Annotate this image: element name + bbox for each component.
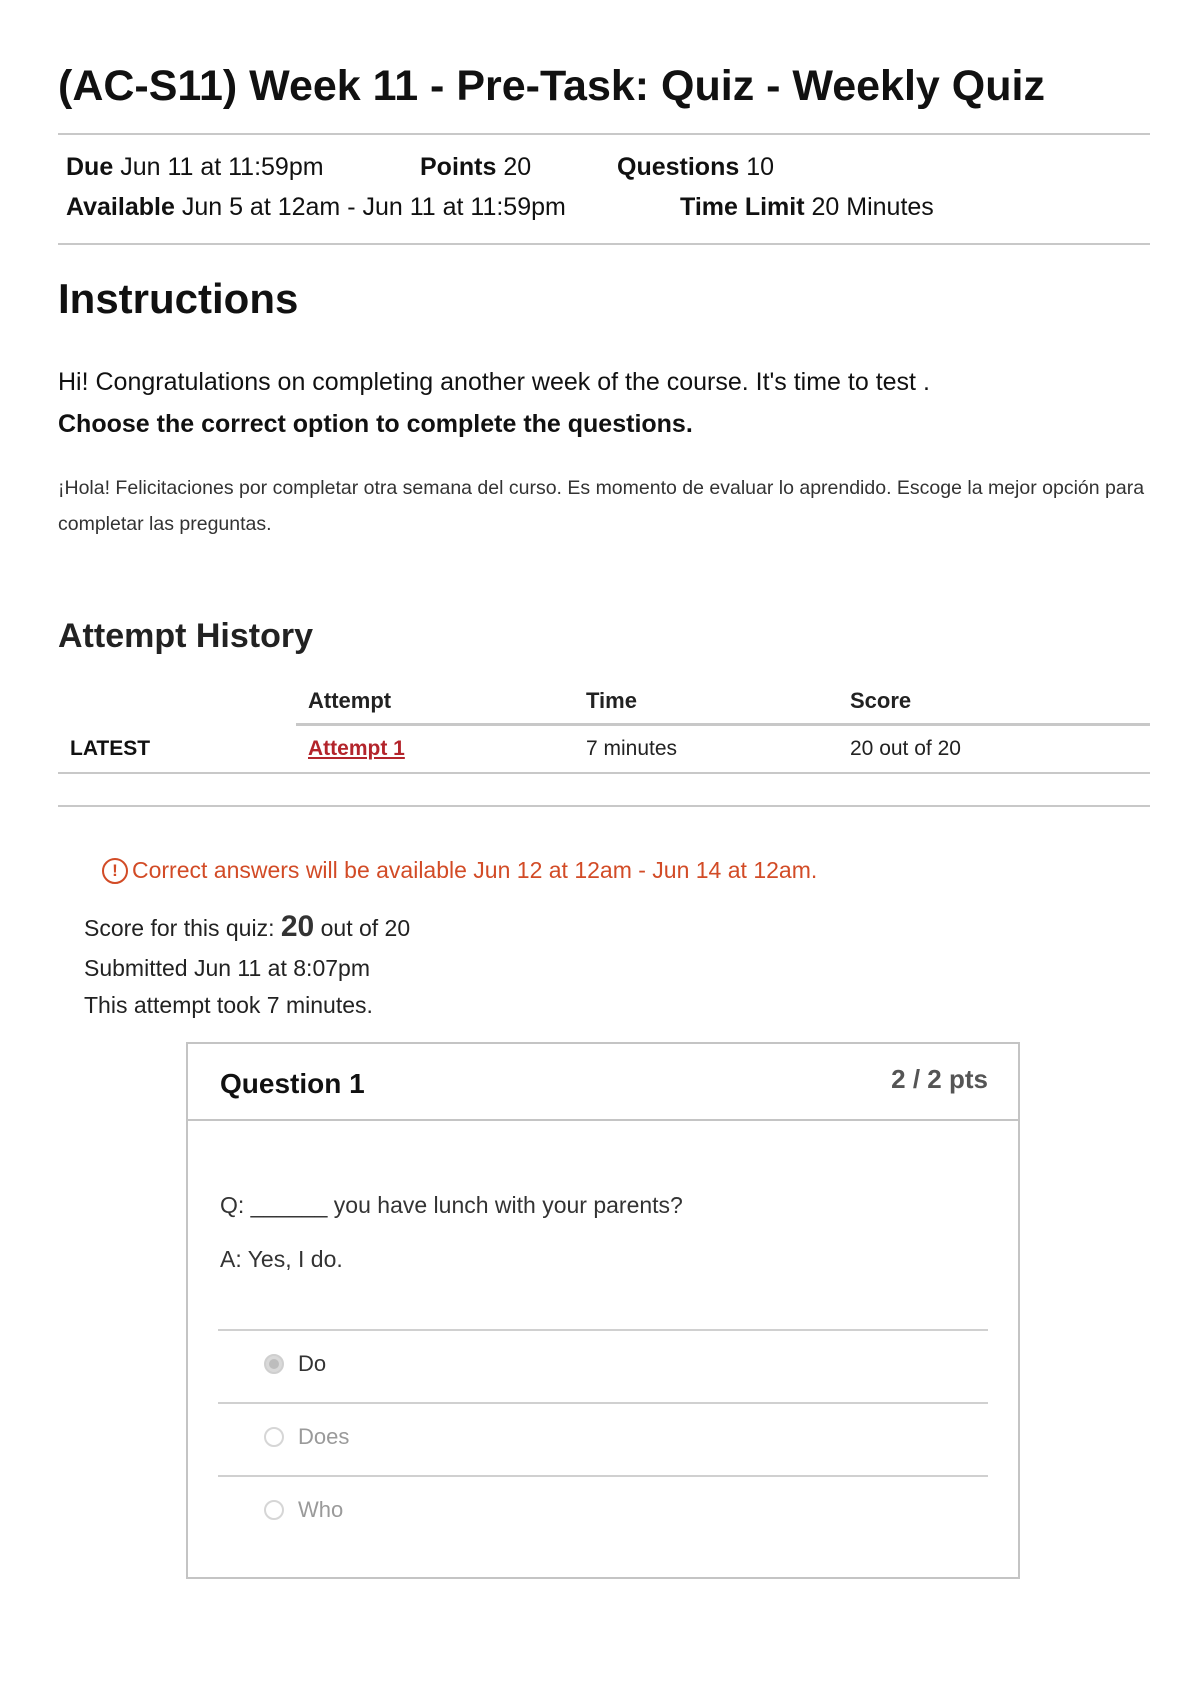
score-prefix: Score for this quiz: [84,915,275,941]
score-suffix: out of 20 [320,915,411,941]
answer-option-who[interactable] [264,1497,343,1523]
table-header-divider [296,723,1150,726]
instructions-spanish: ¡Hola! Felicitaciones por completar otra semana del curso. Es momento de evaluar lo aprendido. Escoge la mejor opción para completar las preguntas. [58,477,1145,535]
attempt-history-heading: Attempt History [58,617,314,655]
question-answer-text: A: Yes, I do. [220,1246,343,1272]
radio-unselected-icon[interactable] [264,1427,284,1447]
latest-tag: LATEST [70,737,151,760]
meta-divider [58,243,1150,245]
option-label: Do [298,1351,327,1376]
time-limit-info [680,193,934,222]
column-header-attempt: Attempt [308,688,392,713]
question-points: 2 / 2 pts [891,1064,988,1094]
available-info [66,193,566,222]
questions-info [617,153,774,182]
points-value: 20 [503,153,532,181]
submitted-time: Submitted Jun 11 at 8:07pm [84,955,370,981]
correct-answers-notice [102,857,817,884]
question-card [186,1042,1020,1579]
radio-selected-icon[interactable] [264,1354,284,1374]
questions-label: Questions [617,153,740,181]
table-row-divider [58,772,1150,774]
attempt-1-link[interactable]: Attempt 1 [308,737,405,760]
question-header [188,1044,1018,1121]
questions-value: 10 [746,153,775,181]
notice-text: Correct answers will be available Jun 12 at 12am - Jun 14 at 12am. [132,857,818,883]
answer-option-do[interactable] [264,1351,326,1377]
points-label: Points [420,153,497,181]
option-divider [218,1402,988,1404]
available-value: Jun 5 at 12am - Jun 11 at 11:59pm [181,193,566,221]
attempt-time: 7 minutes [586,737,678,760]
question-text: Q: ______ you have lunch with your parents? [220,1192,683,1218]
attempt-score: 20 out of 20 [850,737,961,760]
attempt-duration: This attempt took 7 minutes. [84,992,373,1018]
title-divider [58,133,1150,135]
points-info [420,153,531,182]
question-title: Question 1 [220,1068,365,1099]
time-limit-value: 20 Minutes [811,193,934,221]
answer-option-does[interactable] [264,1424,349,1450]
time-limit-label: Time Limit [680,193,805,221]
option-divider [218,1475,988,1477]
column-header-time: Time [586,688,637,713]
quiz-score [84,910,410,944]
radio-unselected-icon[interactable] [264,1500,284,1520]
instructions-english: Hi! Congratulations on completing another week of the course. It's time to test . [58,368,930,396]
section-divider [58,805,1150,807]
option-label: Who [298,1497,344,1522]
due-info [66,153,324,182]
column-header-score: Score [850,688,912,713]
option-divider [218,1329,988,1331]
due-label: Due [66,153,114,181]
available-label: Available [66,193,175,221]
warning-circle-icon: ! [102,858,128,884]
option-label: Does [298,1424,350,1449]
score-value: 20 [280,910,315,943]
due-value: Jun 11 at 11:59pm [120,153,324,181]
page-title: (AC-S11) Week 11 - Pre-Task: Quiz - Weekly Quiz [58,62,1045,110]
instructions-heading: Instructions [58,275,299,322]
instructions-english-bold: Choose the correct option to complete the questions. [58,410,693,438]
